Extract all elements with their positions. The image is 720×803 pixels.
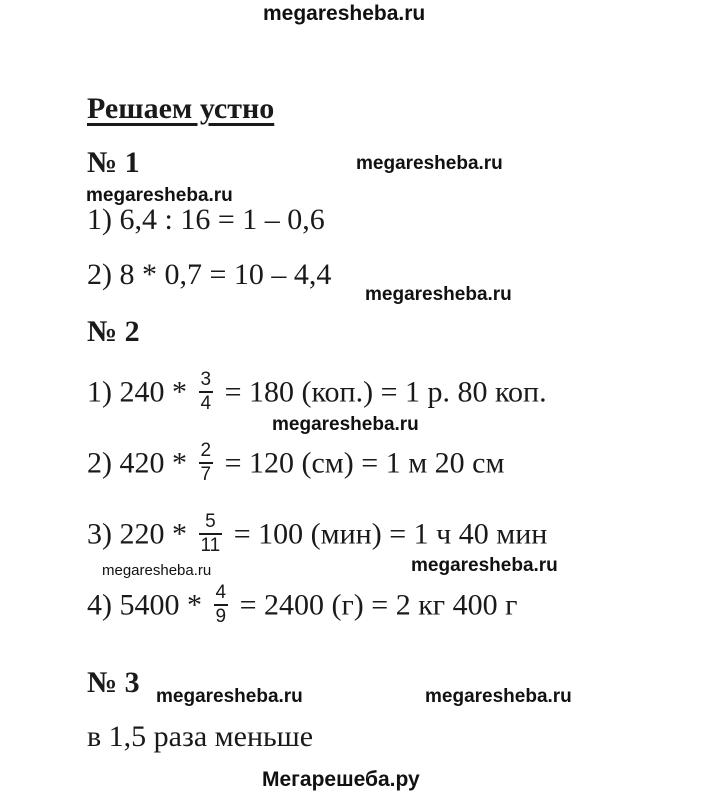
watermark: megaresheba.ru [102,562,212,579]
watermark: megaresheba.ru [425,686,572,707]
section-1-line-2: 2) 8 * 0,7 = 10 – 4,4 [87,258,332,291]
fraction [199,511,223,557]
section-2-item-3 [87,511,548,560]
watermark: megaresheba.ru [156,686,303,707]
watermark: megaresheba.ru [86,185,233,206]
item-suffix: = 2400 (г) = 2 кг 400 г [232,588,518,622]
section-2-label: № 2 [87,315,140,348]
fraction [199,369,214,415]
fraction-numerator: 2 [200,440,212,461]
watermark: megaresheba.ru [365,284,512,305]
fraction-denominator: 7 [200,463,212,485]
item-prefix: 1) 240 * [87,375,195,409]
item-prefix: 4) 5400 * [87,588,210,622]
page-title: Решаем устно [87,92,275,125]
item-prefix: 3) 220 * [87,517,195,551]
fraction-numerator: 3 [200,369,212,390]
watermark: megaresheba.ru [356,153,503,174]
fraction [199,440,214,486]
item-prefix: 2) 420 * [87,446,195,480]
watermark: megaresheba.ru [411,555,558,576]
fraction-denominator: 11 [200,534,221,556]
section-1-line-1: 1) 6,4 : 16 = 1 – 0,6 [87,203,325,236]
item-suffix: = 100 (мин) = 1 ч 40 мин [226,517,548,551]
section-3-answer: в 1,5 раза меньше [87,720,314,753]
item-suffix: = 180 (коп.) = 1 р. 80 коп. [217,375,547,409]
section-2-item-1 [87,369,547,418]
fraction-denominator: 4 [200,392,212,414]
section-1-label: № 1 [87,146,140,179]
watermark-bottom: Мегарешеба.ру [262,768,420,791]
section-2-item-2 [87,440,505,489]
section-2-item-4 [87,582,518,631]
fraction-numerator: 5 [205,511,216,532]
fraction-denominator: 9 [215,605,227,627]
fraction-numerator: 4 [215,582,227,603]
watermark-top: megaresheba.ru [263,2,426,25]
fraction [214,582,229,628]
item-suffix: = 120 (см) = 1 м 20 см [217,446,505,480]
watermark: megaresheba.ru [272,414,419,435]
section-3-label: № 3 [87,666,140,699]
